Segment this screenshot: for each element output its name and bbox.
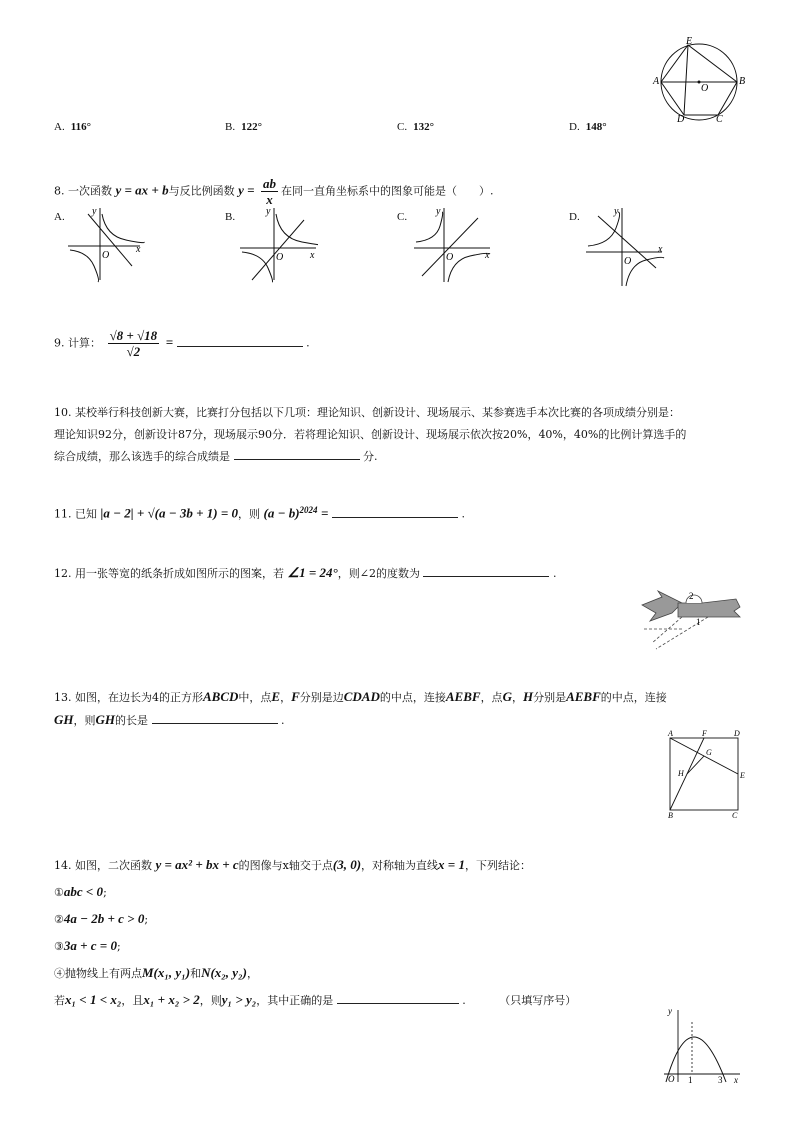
q8-graph-d (582, 206, 666, 288)
svg-text:y: y (436, 206, 441, 217)
q14-conclusion-4: ④抛物线上有两点M(x₁, y₁)和N(x₂, y₂)， (54, 965, 258, 980)
q8-option-a[interactable]: A. (54, 211, 65, 223)
q8-option-b[interactable]: B. (225, 211, 236, 223)
q7-option-d[interactable]: D. 148° (569, 121, 607, 133)
q11-stem: 11. 已知 |a − 2| + √(a − 3b + 1) = 0，则 $(a - b)^{2024}$ = . (54, 505, 465, 521)
svg-text:2: 2 (689, 591, 694, 601)
svg-text:O: O (102, 250, 110, 261)
svg-text:y: y (668, 1006, 672, 1016)
svg-text:O: O (446, 252, 454, 263)
svg-text:1: 1 (688, 1075, 693, 1085)
q14-answer-blank[interactable] (337, 991, 459, 1004)
q8-graph-a (66, 206, 146, 286)
q7-label-d: D (677, 114, 685, 122)
q7-label-e: E (686, 36, 693, 47)
svg-text:x: x (310, 250, 315, 261)
q10-stem: 10. 某校举行科技创新大赛，比赛打分包括以下几项：理论知识、创新设计、现场展示、某参赛选手本次比赛的各项成绩分别是： 理论知识92分，创新设计87分，现场展示90分．若将理论知识、创新设计、现场展示依次按20%，40%，40%的比例计算选手的 综合成绩，那么该选手的综合成绩是 分. (54, 406, 687, 463)
svg-text:x: x (658, 244, 663, 255)
q14-conclusion-3: ③3a + c = 0; (54, 938, 121, 953)
svg-text:H: H (678, 769, 684, 778)
q7-option-a[interactable]: A. 116° (54, 121, 91, 133)
svg-text:B: B (668, 811, 673, 820)
q11-answer-blank[interactable] (332, 505, 458, 518)
q7-option-c[interactable]: C. 132° (397, 121, 434, 133)
svg-text:O: O (624, 256, 632, 267)
svg-text:x: x (485, 250, 490, 261)
svg-text:A: A (668, 729, 673, 738)
svg-text:1: 1 (696, 617, 701, 627)
q8-graph-b (238, 206, 318, 286)
q10-answer-blank[interactable] (234, 447, 360, 460)
q12-answer-blank[interactable] (423, 564, 549, 577)
q7-circle-figure (652, 36, 746, 122)
q12-stem: 12. 用一张等宽的纸条折成如图所示的图案，若 ∠1 = 24°，则∠2的度数为 . (54, 565, 557, 580)
svg-text:y: y (266, 206, 271, 217)
svg-text:G: G (706, 748, 712, 757)
svg-text:C: C (732, 811, 738, 820)
q8-option-c[interactable]: C. (397, 211, 408, 223)
q7-label-o: O (701, 83, 709, 94)
q8-graph-c (410, 206, 494, 286)
svg-text:x: x (734, 1075, 738, 1085)
q7-option-b[interactable]: B. 122° (225, 121, 262, 133)
svg-text:O: O (668, 1074, 675, 1084)
svg-text:D: D (734, 729, 740, 738)
q13-answer-blank[interactable] (152, 711, 278, 724)
svg-text:E: E (740, 771, 745, 780)
svg-text:O: O (276, 252, 284, 263)
q7-label-a: A (653, 76, 660, 87)
q7-label-c: C (716, 114, 723, 122)
q9-stem: 9. 计算： $\frac{√8 + √18}{√2}$ = . (54, 328, 310, 359)
q9-fraction: $\frac{√8 + √18}{√2}$ (109, 328, 158, 359)
q12-folded-strip-figure (638, 585, 744, 651)
svg-text:F: F (702, 729, 707, 738)
q8-stem: 8. 一次函数 y = ax + b与反比例函数 y = $\frac{ab}{x}$ 在同一直角坐标系中的图象可能是（ ）. (54, 176, 494, 207)
q9-answer-blank[interactable] (177, 334, 303, 347)
q14-stem: 14. 如图，二次函数 y = ax² + bx + c的图像与x轴交于点(3, 0)，对称轴为直线x = 1，下列结论： ①abc < 0; ②4a − 2b + c > 0; ③3a + c = 0; ④抛物线上有两点M(x₁, y₁)和N(x₂, y₂)， 若x₁ < 1 < x₂，且x₁ + x₂ > 2，则y₁ > y₂，其中正确的是 . （只填写序号） (54, 852, 744, 1014)
svg-text:3: 3 (718, 1075, 723, 1085)
q14-conclusion-1: ①abc < 0; (54, 884, 107, 899)
q7-label-b: B (739, 76, 746, 87)
svg-text:y: y (614, 206, 619, 217)
svg-text:y: y (92, 206, 97, 217)
q14-conclusion-2: ②4a − 2b + c > 0; (54, 911, 149, 926)
q13-stem: 13. 如图，在边长为4的正方形ABCD中，点E，F分别是边CDAD的中点，连接AEBF，点G，H分别是AEBF的中点，连接 GH，则GH的长是 . (54, 689, 667, 727)
q8-option-d[interactable]: D. (569, 211, 580, 223)
q13-square-figure (660, 728, 748, 820)
q8-fraction: $\frac{ab}{x}$ (263, 176, 277, 207)
svg-text:x: x (136, 244, 141, 255)
q14-parabola-figure (660, 1006, 744, 1086)
